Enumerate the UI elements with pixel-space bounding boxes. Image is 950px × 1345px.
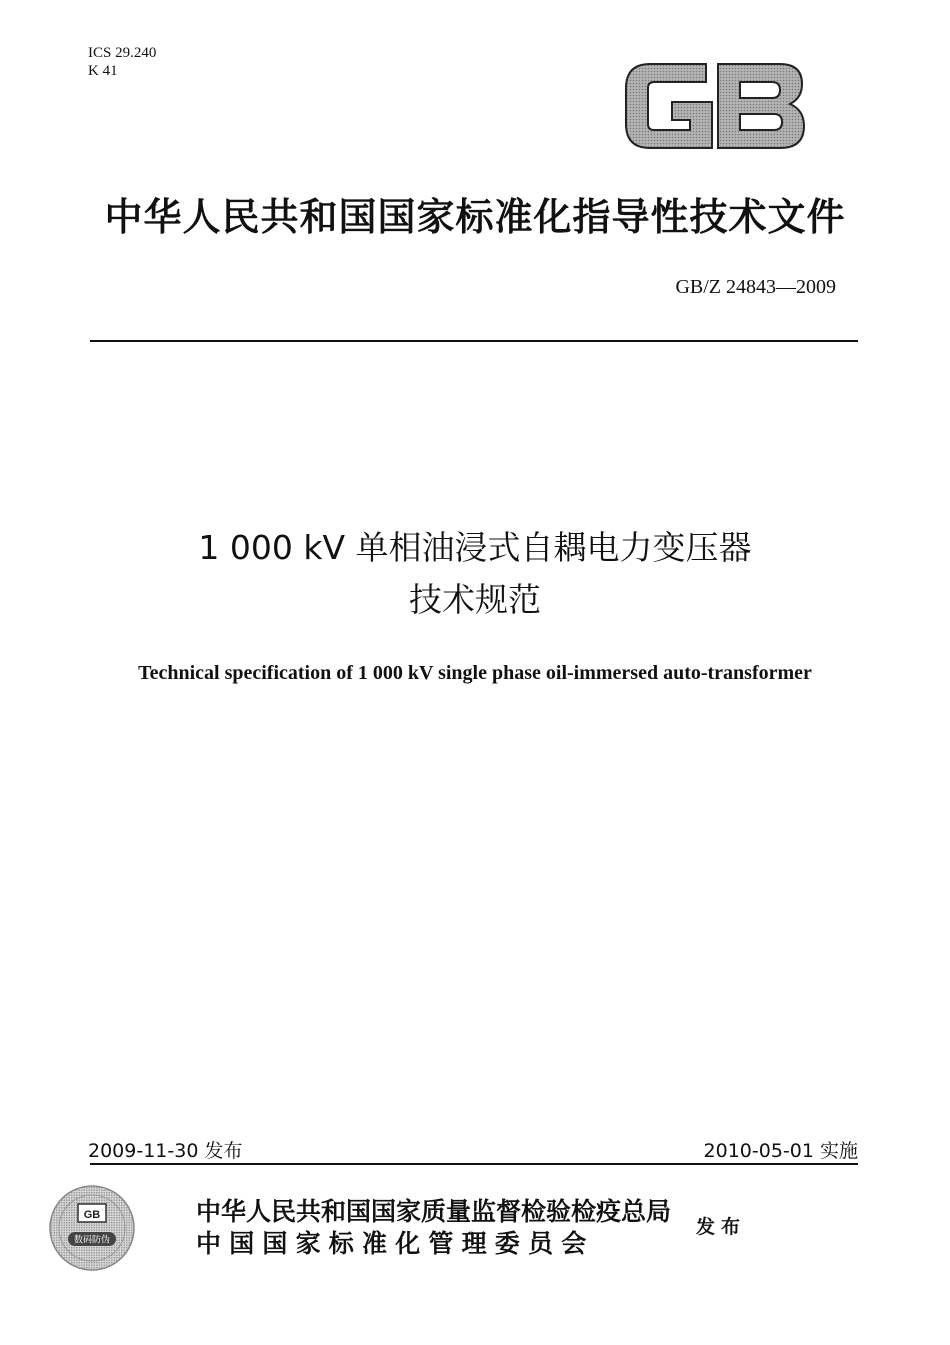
chinese-title-line-1: 1 000 kV 单相油浸式自耦电力变压器: [198, 528, 752, 567]
bottom-divider: [90, 1163, 858, 1165]
top-divider: [90, 340, 858, 342]
english-title: Technical specification of 1 000 kV single phase oil-immersed auto-transformer: [138, 662, 812, 684]
ics-block: [88, 44, 156, 80]
gb-logo: [620, 58, 808, 154]
standard-number: GB/Z 24843—2009: [675, 276, 836, 298]
document-category-title: 中华人民共和国国家标准化指导性技术文件: [104, 195, 846, 239]
issuing-authorities: [196, 1196, 671, 1260]
chinese-title: [60, 522, 890, 626]
issuer-sac: 中国国家标准化管理委员会: [196, 1229, 595, 1258]
chinese-title-line-2: 技术规范: [409, 580, 541, 619]
seal-text: 数码防伪: [73, 1235, 111, 1246]
issue-date: 2009-11-30 发布: [88, 1140, 243, 1162]
anti-counterfeit-seal-icon: [48, 1184, 136, 1272]
issuer-aqsiq: 中华人民共和国国家质量监督检验检疫总局: [196, 1197, 672, 1226]
svg-text:GB: GB: [83, 1209, 101, 1221]
classification-code: K 41: [88, 63, 118, 79]
publish-label: 发布: [696, 1216, 747, 1238]
implement-date: 2010-05-01 实施: [703, 1140, 858, 1162]
ics-code: ICS 29.240: [88, 45, 157, 61]
